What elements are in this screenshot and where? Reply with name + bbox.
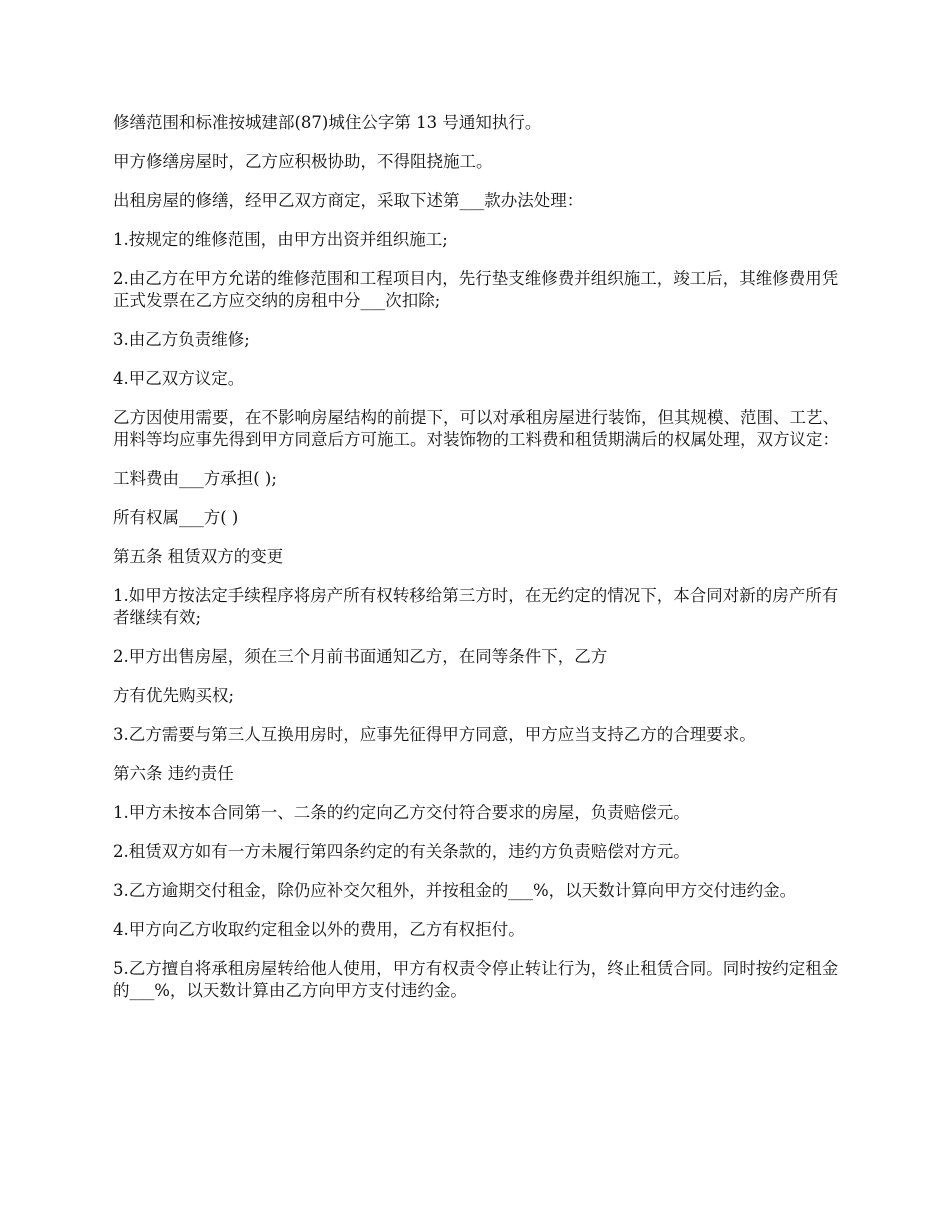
list-item: 4.甲乙双方议定。: [113, 369, 245, 388]
paragraph: 出租房屋的修缮，经甲乙双方商定，采取下述第___款办法处理：: [113, 191, 584, 210]
list-item: 1.如甲方按法定手续程序将房产所有权转移给第三方时，在无约定的情况下，本合同对新的房产所有者继续有效;: [113, 586, 839, 627]
list-item: 1.甲方未按本合同第一、二条的约定向乙方交付符合要求的房屋，负责赔偿元。: [113, 803, 690, 822]
paragraph: 乙方因使用需要，在不影响房屋结构的前提下，可以对承租房屋进行装饰，但其规模、范围、工艺、用料等均应事先得到甲方同意后方可施工。对装饰物的工料费和租赁期满后的权属处理，双方议定：: [113, 408, 839, 449]
list-item: 5.乙方擅自将承租房屋转给他人使用，甲方有权责令停止转让行为，终止租赁合同。同时按约定租金的___%，以天数计算由乙方向甲方支付违约金。: [113, 959, 839, 1000]
section-heading: 第五条 租赁双方的变更: [113, 547, 284, 566]
list-item: 4.甲方向乙方收取约定租金以外的费用，乙方有权拒付。: [113, 920, 525, 939]
list-item: 2.甲方出售房屋，须在三个月前书面通知乙方，在同等条件下，乙方: [113, 647, 608, 666]
list-item: 2.由乙方在甲方允诺的维修范围和工程项目内，先行垫支维修费并组织施工，竣工后，其维修费用凭正式发票在乙方应交纳的房租中分___次扣除;: [113, 269, 839, 310]
paragraph: 所有权属___方( ): [113, 508, 239, 527]
list-item: 3.乙方需要与第三人互换用房时，应事先征得甲方同意，甲方应当支持乙方的合理要求。: [113, 725, 756, 744]
paragraph: 甲方修缮房屋时，乙方应积极协助，不得阻挠施工。: [113, 152, 493, 171]
section-heading: 第六条 违约责任: [113, 764, 234, 783]
list-item: 3.由乙方负责维修;: [113, 330, 250, 349]
paragraph: 修缮范围和标准按城建部(87)城住公字第 13 号通知执行。: [113, 113, 542, 132]
paragraph: 方有优先购买权;: [113, 686, 235, 705]
list-item: 3.乙方逾期交付租金，除仍应补交欠租外，并按租金的___%，以天数计算向甲方交付违约金。: [113, 881, 797, 900]
document-body: [113, 112, 843, 1019]
list-item: 2.租赁双方如有一方未履行第四条约定的有关条款的，违约方负责赔偿对方元。: [113, 842, 690, 861]
list-item: 1.按规定的维修范围，由甲方出资并组织施工;: [113, 230, 448, 249]
paragraph: 工料费由___方承担( );: [113, 469, 277, 488]
